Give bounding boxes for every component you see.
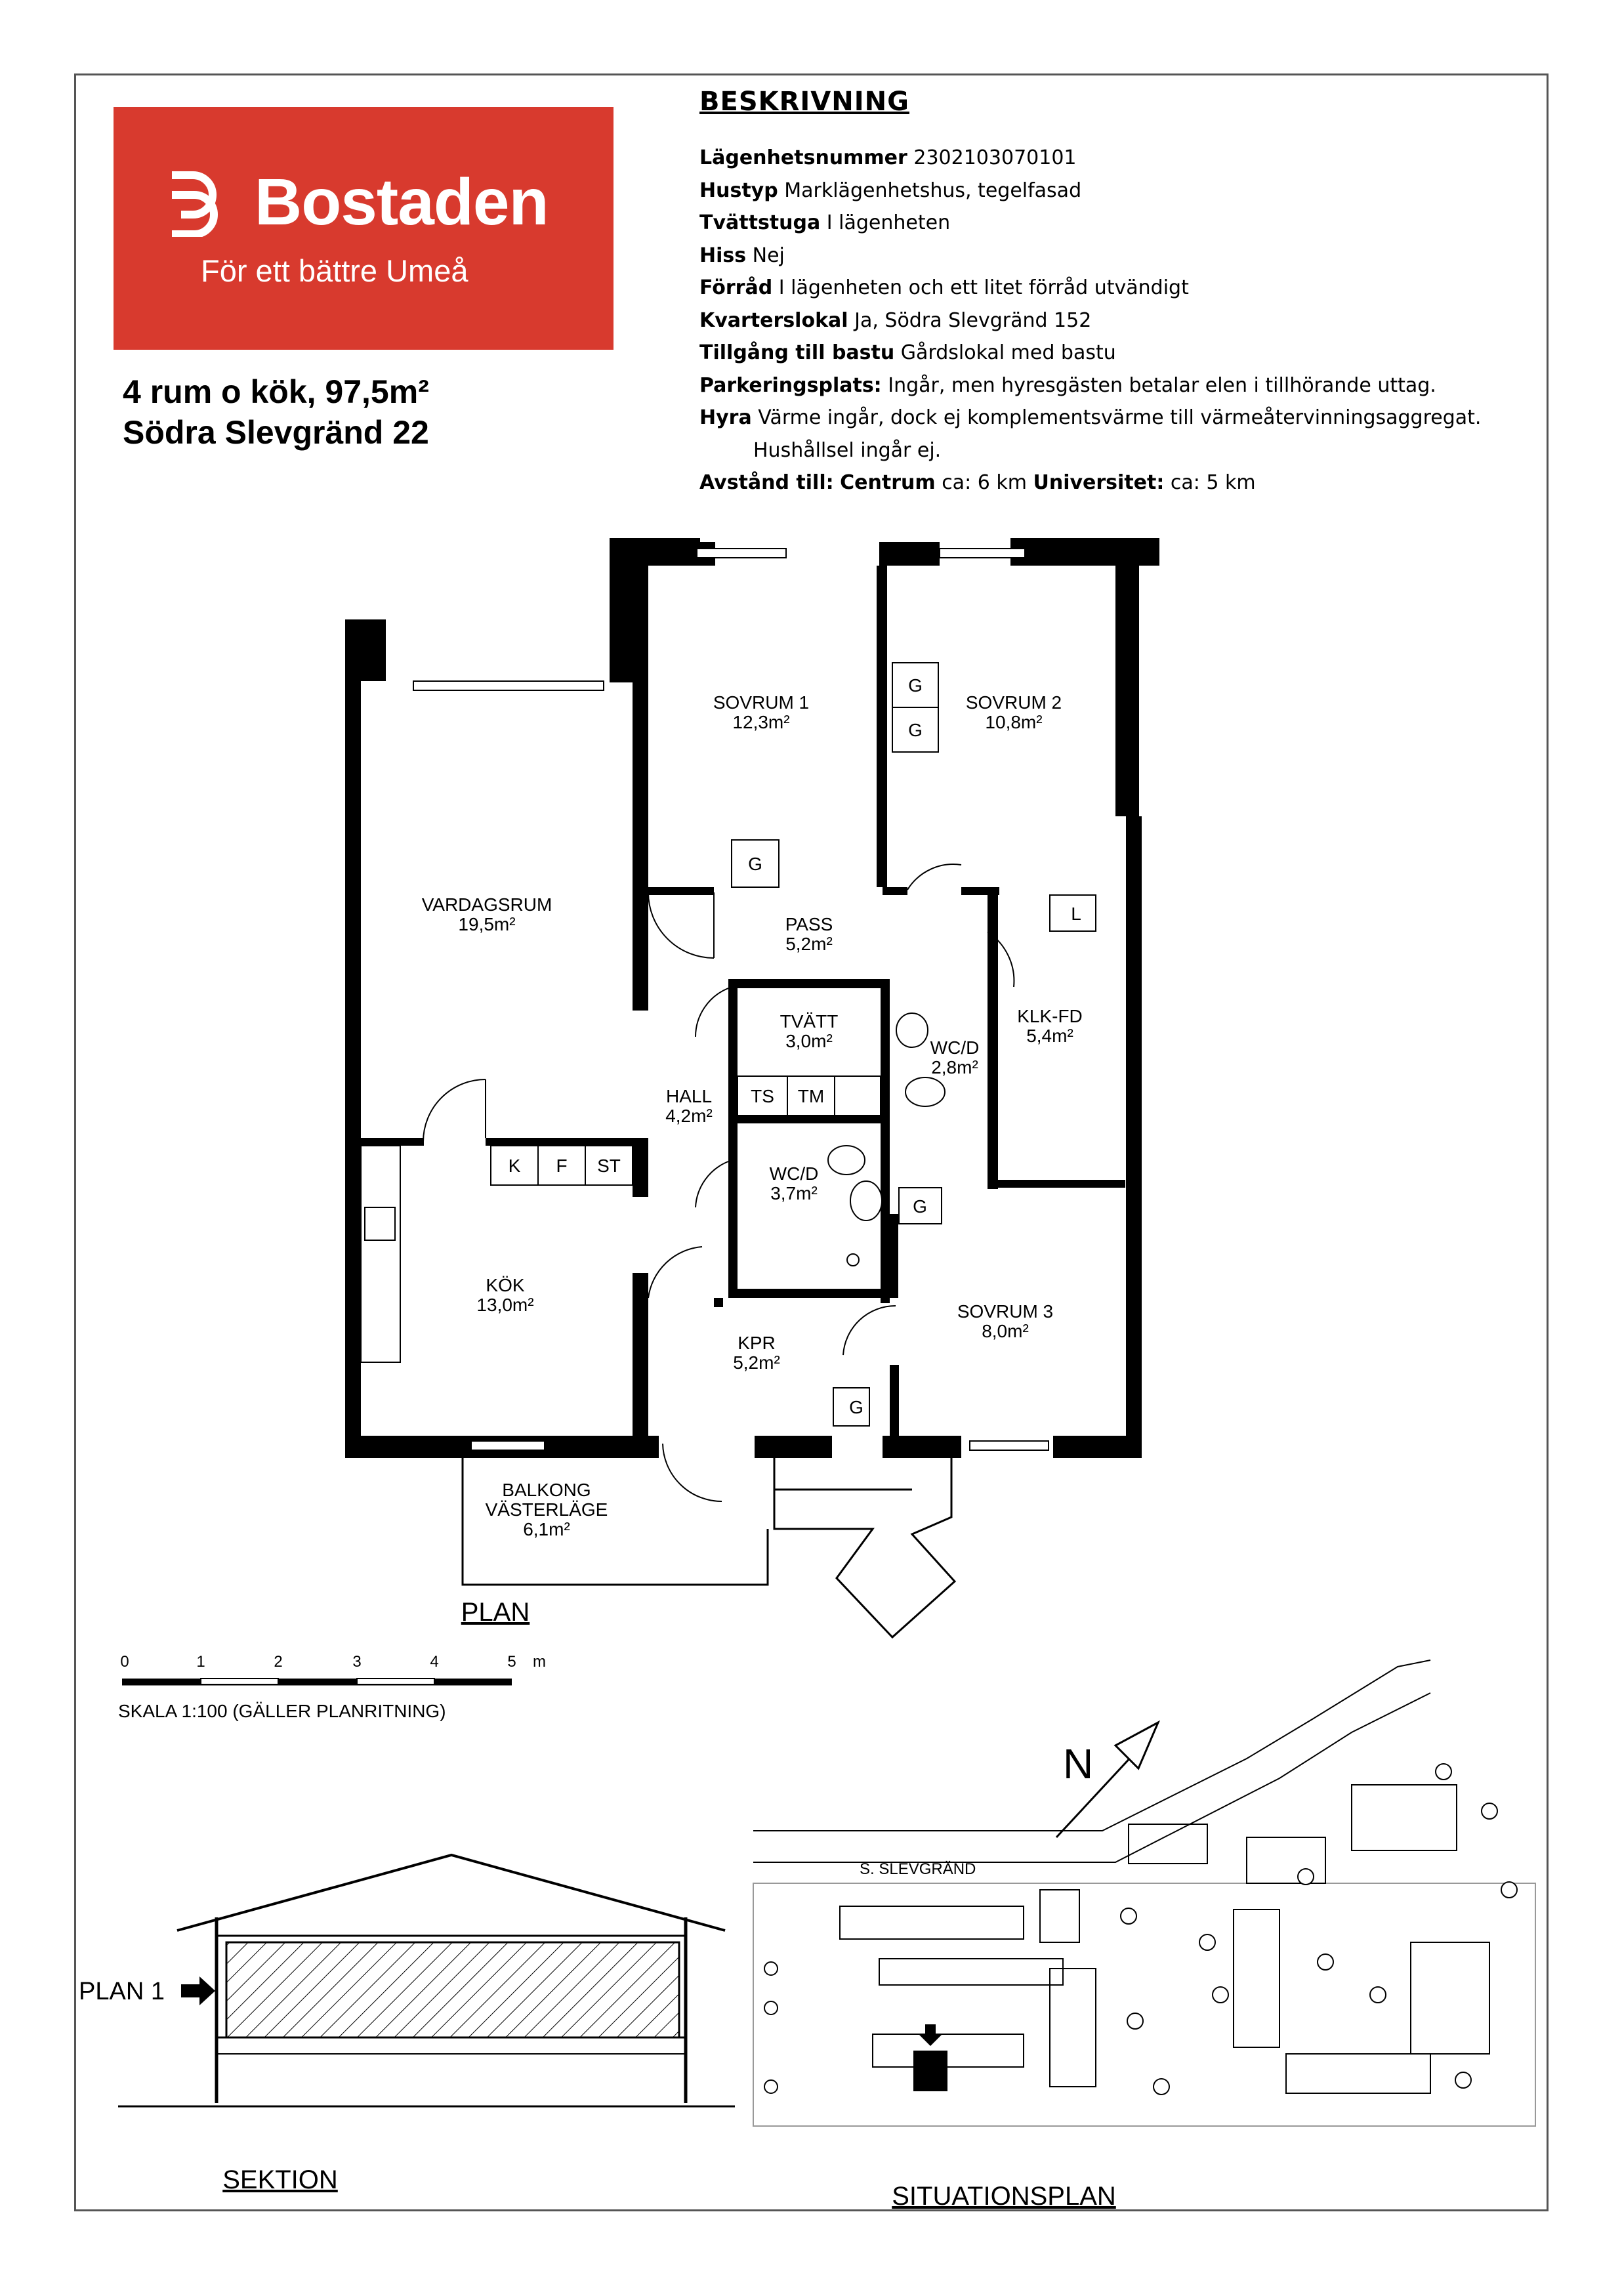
description-title: BESKRIVNING (699, 87, 909, 117)
fridge-label: K (508, 1156, 521, 1176)
kitchen-sink-icon (365, 1207, 395, 1240)
apartment-address-heading: Södra Slevgränd 22 (123, 414, 429, 451)
row-label: Lägenhetsnummer (699, 146, 907, 169)
north-arrow-icon (1115, 1722, 1158, 1768)
row-value: Ingår, men hyresgästen betalar elen i tillhörande uttag. (888, 373, 1436, 397)
room-balkong-orientation: VÄSTERLÄGE (485, 1499, 608, 1520)
row-value: I lägenheten (826, 211, 951, 234)
floor-drain-icon (847, 1254, 859, 1266)
arrow-right-icon (181, 1976, 215, 2005)
row-label: Hyra (699, 406, 752, 429)
row-value: Gårdslokal med bastu (900, 341, 1116, 364)
row-value: Marklägenhetshus, tegelfasad (784, 178, 1082, 202)
room-klkfd-area: 5,4m² (1026, 1026, 1073, 1046)
room-pass-name: PASS (785, 914, 833, 934)
room-sovrum2-area: 10,8m² (985, 712, 1043, 732)
scale-tick: 3 (352, 1653, 362, 1671)
sanitary-fixtures (365, 1013, 945, 1266)
row-label: Hustyp (699, 178, 778, 202)
sink-icon (905, 1077, 945, 1106)
location-arrow-icon (919, 2024, 942, 2046)
description-row-continuation: Hushållsel ingår ej. (753, 438, 942, 462)
room-wcd1-area: 2,8m² (931, 1057, 978, 1077)
row-value: Ja, Södra Slevgränd 152 (854, 308, 1092, 332)
row-value: I lägenheten och ett litet förråd utvändigt (778, 276, 1189, 299)
scale-tick: 0 (120, 1653, 129, 1671)
scale-unit: m (533, 1653, 546, 1671)
scale-tick: 2 (274, 1653, 283, 1671)
scale-label: SKALA 1:100 (GÄLLER PLANRITNING) (118, 1701, 446, 1721)
row-label: Parkeringsplats: (699, 373, 882, 397)
closet-label: G (908, 675, 923, 696)
section-label: SEKTION (222, 2165, 338, 2194)
sink-icon (850, 1181, 882, 1221)
plan-label: PLAN (461, 1598, 530, 1627)
distance-label: Avstånd till: (699, 471, 834, 494)
street-label: S. SLEVGRÄND (860, 1860, 976, 1878)
closet-label: G (913, 1196, 927, 1217)
centrum-value: ca: 6 km (942, 471, 1027, 494)
room-kpr-area: 5,2m² (733, 1352, 780, 1373)
room-sovrum2-name: SOVRUM 2 (965, 692, 1062, 713)
freezer-label: F (556, 1156, 568, 1176)
room-tvatt-area: 3,0m² (785, 1031, 833, 1051)
room-vardagsrum-name: VARDAGSRUM (421, 894, 552, 915)
room-balkong-name: BALKONG (502, 1480, 591, 1500)
scale-tick: 1 (196, 1653, 205, 1671)
logo-tagline: För ett bättre Umeå (201, 253, 468, 288)
toilet-icon (828, 1146, 865, 1175)
section-drawing (79, 1855, 735, 2194)
centrum-label: Centrum (840, 471, 936, 494)
scale-bar (118, 1653, 546, 1721)
university-label: Universitet: (1033, 471, 1165, 494)
university-value: ca: 5 km (1170, 471, 1256, 494)
room-tvatt-name: TVÄTT (780, 1011, 839, 1032)
linen-closet-label: L (1071, 904, 1081, 924)
closet-label: G (908, 720, 923, 740)
room-balkong-area: 6,1m² (523, 1519, 570, 1539)
room-hall-area: 4,2m² (665, 1106, 713, 1126)
row-label: Förråd (699, 276, 773, 299)
room-kok-name: KÖK (486, 1275, 525, 1295)
row-label: Tillgång till bastu (699, 341, 895, 364)
room-sovrum3-area: 8,0m² (982, 1321, 1029, 1341)
closet-label: G (849, 1397, 863, 1417)
row-label: Hiss (699, 243, 747, 267)
room-klkfd-name: KLK-FD (1017, 1006, 1083, 1026)
room-kok-area: 13,0m² (476, 1295, 534, 1315)
site-plan-label: SITUATIONSPLAN (892, 2182, 1116, 2211)
room-sovrum1-name: SOVRUM 1 (713, 692, 810, 713)
logo-name: Bostaden (255, 165, 549, 239)
scale-tick: 4 (430, 1653, 439, 1671)
room-hall-name: HALL (665, 1086, 713, 1106)
row-label: Kvarterslokal (699, 308, 848, 332)
row-value: 2302103070101 (913, 146, 1077, 169)
storage-label: ST (597, 1156, 621, 1176)
apartment-size-heading: 4 rum o kök, 97,5m² (123, 373, 429, 410)
room-wcd1-name: WC/D (930, 1037, 980, 1058)
room-kpr-name: KPR (738, 1333, 776, 1353)
row-label: Tvättstuga (699, 211, 821, 234)
washer-label: TM (797, 1086, 825, 1106)
site-plan (753, 1660, 1535, 2211)
room-sovrum1-area: 12,3m² (732, 712, 790, 732)
dryer-label: TS (751, 1086, 774, 1106)
room-vardagsrum-area: 19,5m² (458, 914, 516, 934)
highlighted-building (913, 2051, 947, 2091)
room-wcd2-area: 3,7m² (770, 1183, 818, 1203)
room-sovrum3-name: SOVRUM 3 (957, 1301, 1054, 1322)
row-value: Nej (752, 243, 785, 267)
room-wcd2-name: WC/D (769, 1163, 819, 1184)
closet-label: G (748, 854, 762, 874)
north-label: N (1063, 1740, 1094, 1787)
toilet-icon (896, 1013, 928, 1047)
row-value: Värme ingår, dock ej komplementsvärme till värmeåtervinningsaggregat. (758, 406, 1482, 429)
room-pass-area: 5,2m² (785, 934, 833, 954)
section-plan-marker: PLAN 1 (79, 1978, 165, 2005)
scale-tick: 5 (507, 1653, 516, 1671)
